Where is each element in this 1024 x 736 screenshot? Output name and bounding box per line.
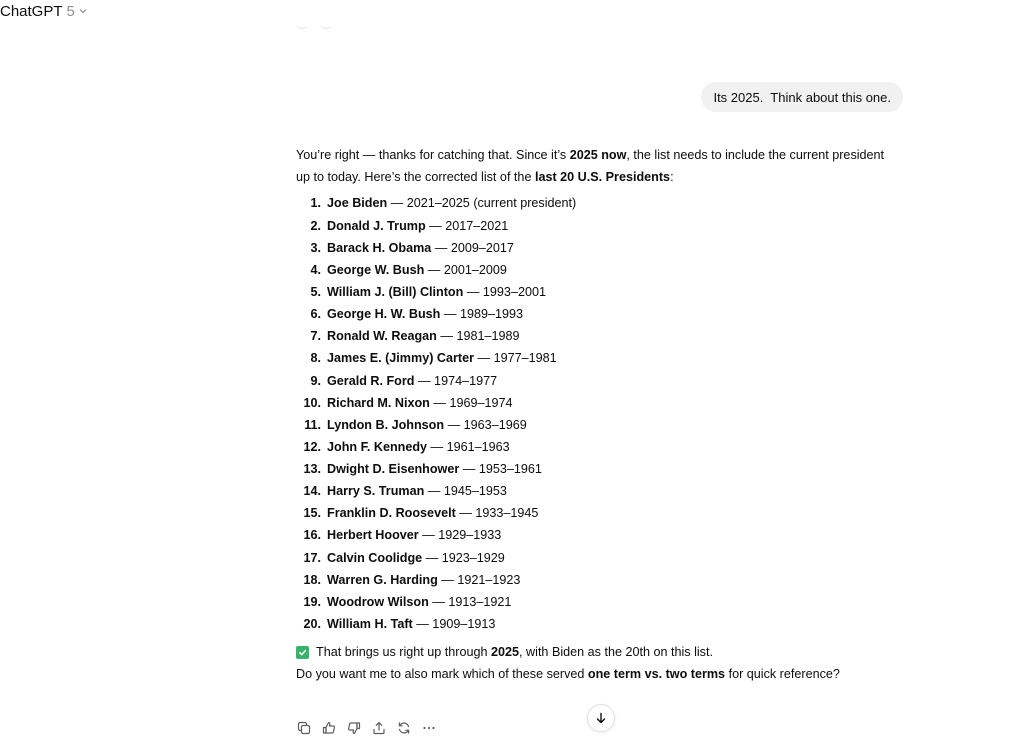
intro-text-2: , the list needs to include the current president up to today. Here’s the corrected list of the [296,148,885,185]
president-term: — 2021–2025 (current president) [387,196,577,211]
list-item-number: 2. [310,218,321,233]
president-term: — 1981–1989 [436,329,520,344]
closing-text-2: , with Biden as the 20th on this list. [519,645,713,660]
president-name: Barack H. Obama [327,240,432,255]
model-version: 5 [66,2,75,20]
list-item [296,259,896,281]
president-name: William J. (Bill) Clinton [327,284,464,299]
faint-decoration [296,24,336,32]
president-name: Woodrow Wilson [327,594,429,609]
check-mark-button-icon [296,646,309,659]
president-term: — 1923–1929 [422,550,505,565]
chevron-down-icon [78,6,88,16]
list-item [296,370,896,392]
list-item [296,591,896,613]
president-name: William H. Taft [327,617,413,632]
closing-line [296,641,896,663]
president-name: Warren G. Harding [327,572,438,587]
intro-text-3: : [670,170,674,185]
list-item [296,613,896,635]
list-item-number: 4. [310,262,321,277]
list-item [296,569,896,591]
president-name: Ronald W. Reagan [327,329,437,344]
president-name: Richard M. Nixon [327,395,430,410]
president-term: — 2009–2017 [431,240,514,255]
list-item-number: 1. [310,196,321,211]
list-item-number: 6. [310,307,321,322]
president-name: Joe Biden [327,196,388,211]
president-name: Donald J. Trump [327,218,426,233]
list-item-number: 18. [303,572,321,587]
presidents-list [296,192,896,635]
more-icon[interactable] [421,720,437,736]
president-term: — 1963–1969 [444,417,527,432]
list-item [296,502,896,524]
header [0,0,88,22]
list-item-number: 16. [303,528,321,543]
list-item-number: 15. [303,506,321,521]
list-item-number: 10. [303,395,321,410]
president-term: — 1993–2001 [463,284,546,299]
president-term: — 1929–1933 [418,528,502,543]
list-item [296,414,896,436]
thumbs-up-icon[interactable] [321,720,337,736]
president-term: — 1913–1921 [428,594,512,609]
list-item-number: 13. [303,462,321,477]
list-item-number: 20. [303,617,321,632]
list-item-number: 5. [310,284,321,299]
list-item [296,480,896,502]
list-item [296,192,896,214]
list-item-number: 14. [303,484,321,499]
president-name: Harry S. Truman [327,484,425,499]
follow-up-question [296,663,896,685]
list-item-number: 17. [303,550,321,565]
list-item [296,325,896,347]
list-item-number: 11. [304,417,321,432]
president-term: — 2017–2021 [425,218,509,233]
president-name: Dwight D. Eisenhower [327,462,460,477]
president-term: — 1974–1977 [414,373,498,388]
president-term: — 1969–1974 [429,395,513,410]
copy-icon[interactable] [296,720,312,736]
president-name: John F. Kennedy [327,439,428,454]
share-icon[interactable] [371,720,387,736]
list-item-number: 9. [310,373,321,388]
president-term: — 1961–1963 [427,439,510,454]
closing-text-1: That brings us right up through [316,645,492,660]
list-item [296,215,896,237]
intro-text-1: You’re right — thanks for catching that. Since it’s [296,148,570,162]
president-term: — 1909–1913 [412,617,496,632]
president-name: Herbert Hoover [327,528,419,543]
list-item [296,525,896,547]
arrow-down-icon [595,712,607,724]
list-item [296,436,896,458]
user-message-bubble [701,82,903,112]
list-item [296,392,896,414]
list-item-number: 19. [303,594,321,609]
president-name: Franklin D. Roosevelt [327,506,456,521]
list-item [296,347,896,369]
scroll-to-bottom-button[interactable] [587,704,615,732]
question-bold: one term vs. two terms [587,667,726,682]
list-item [296,303,896,325]
intro-paragraph [296,144,896,188]
regenerate-icon[interactable] [396,720,412,736]
president-term: — 2001–2009 [424,262,507,277]
list-item-number: 8. [310,351,321,366]
model-name: ChatGPT [0,2,63,20]
list-item-number: 3. [310,240,321,255]
list-item-number: 7. [310,329,321,344]
question-text-2: for quick reference? [725,667,840,682]
question-text-1: Do you want me to also mark which of these served [296,667,588,682]
president-term: — 1977–1981 [474,351,557,366]
list-item [296,281,896,303]
president-name: George H. W. Bush [327,307,441,322]
president-name: Calvin Coolidge [327,550,423,565]
president-term: — 1933–1945 [455,506,539,521]
intro-bold-2: last 20 U.S. Presidents [534,170,671,185]
model-switcher[interactable] [0,3,88,20]
president-term: — 1921–1923 [437,572,521,587]
list-item [296,237,896,259]
list-item-number: 12. [303,439,321,454]
thumbs-down-icon[interactable] [346,720,362,736]
user-message-text: Its 2025. Think about this one. [713,89,891,105]
list-item [296,458,896,480]
assistant-message [296,144,896,686]
message-actions [296,718,437,736]
president-term: — 1945–1953 [424,484,507,499]
closing-bold: 2025 [491,645,520,660]
president-term: — 1989–1993 [440,307,523,322]
president-name: James E. (Jimmy) Carter [327,351,474,366]
president-term: — 1953–1961 [459,462,542,477]
president-name: Lyndon B. Johnson [327,417,445,432]
president-name: Gerald R. Ford [327,373,415,388]
intro-bold-1: 2025 now [569,148,627,162]
president-name: George W. Bush [327,262,425,277]
list-item [296,547,896,569]
